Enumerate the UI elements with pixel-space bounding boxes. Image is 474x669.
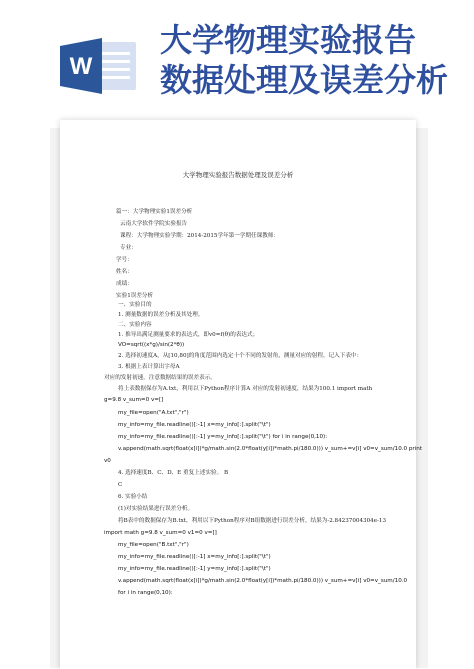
doc-line: 对应的发射初速，注意数据结果的误差表示。 [104, 375, 216, 381]
doc-line: 2. 选择初速度A，从[10,80]的角度范围内选定十个不同的发射角，测量对应的射程，记入下表中： [118, 353, 363, 359]
doc-line: 二、实验内容 [118, 322, 152, 328]
doc-line: 课程：大学物理实验学期：2014-2015学年第一学期任课教师： [120, 233, 280, 239]
doc-line: 学号： [116, 257, 133, 263]
doc-line: 4. 选择速度B、C、D、E 重复上述实验。 B [118, 470, 229, 476]
doc-line: 将B表中的数据保存为B.txt，利用以下Python程序对B组数据进行误差分析，结果为-2.84237004304e-13 [118, 518, 387, 524]
doc-code-line: v.append(math.sqrt(float(x[i])*g/math.sin(2.0*float(y[i])*math.pi/180.0))) v_sum+=v[i] v0=v_sum/10.0 print [118, 446, 423, 452]
doc-code-line: my_info=my_file.readline()[:-1] x=my_info[:].split("\t") [118, 554, 271, 560]
header-banner [0, 0, 474, 106]
doc-line: 云南大学软件学院实验报告 [120, 221, 188, 227]
doc-line: 专业： [120, 245, 137, 251]
doc-code-line: my_info=my_file.readline()[:-1] y=my_info[:].split("\t") [118, 566, 271, 572]
doc-code-line: my_file=open("B.txt","r") [118, 542, 189, 548]
doc-line: 姓名： [116, 269, 133, 275]
doc-code-line: v0 [104, 458, 111, 464]
doc-code-line: VO=sqrt((x*g)/sin(2*θ)) [118, 342, 185, 348]
doc-line: 将上表数据保存为A.txt，利用以下Python程序计算A 对应的发射初速度，结果为100.1 import math [118, 386, 373, 392]
word-logo-icon [60, 38, 140, 94]
doc-code-line: my_info=my_file.readline()[:-1] x=my_info[:].split("\t") [118, 422, 271, 428]
doc-line: 成绩： [116, 281, 133, 287]
doc-code-line: import math g=9.8 v_sum=0 v1=0 v=[] [104, 530, 217, 536]
doc-line: 6. 实验小结 [118, 494, 148, 500]
doc-code-line: my_file=open("A.txt","r") [118, 410, 189, 416]
banner-title-line-1: 大学物理实验报告 [160, 21, 417, 59]
document-page [60, 120, 423, 669]
doc-line: (1)对实验结果进行误差分析。 [118, 506, 194, 512]
doc-line: 篇一：大学物理实验1误差分析 [116, 209, 193, 215]
doc-code-line: g=9.8 v_sum=0 v=[] [104, 397, 164, 403]
doc-line: 3. 根据上表计算出字母A [118, 364, 180, 370]
doc-line: 实验1误差分析 [116, 293, 154, 299]
doc-code-line: v.append(math.sqrt(float(x[i])*g/math.sin(2.0*float(y[i])*math.pi/180.0))) v_sum+=v[i] v0=v_sum/10.0 [118, 578, 408, 584]
doc-line: 一、实验目的 [118, 302, 152, 308]
logo-letter: W [69, 53, 93, 80]
doc-line: C [118, 482, 123, 488]
doc-line: 1. 测量数据的误差分析及其处理。 [118, 312, 204, 318]
doc-code-line: my_info=my_file.readline()[:-1] y=my_info[:].split("\t") for i in range(0,10): [118, 434, 328, 440]
banner-title-line-2: 数据处理及误差分析 [160, 61, 449, 99]
doc-line: 1. 推导出满足测量要求的表达式，即v0=f(θ)的表达式； [118, 332, 259, 338]
doc-code-line: for i in range(0,10): [118, 590, 173, 596]
document-title: 大学物理实验报告数据处理及误差分析 [182, 171, 294, 179]
